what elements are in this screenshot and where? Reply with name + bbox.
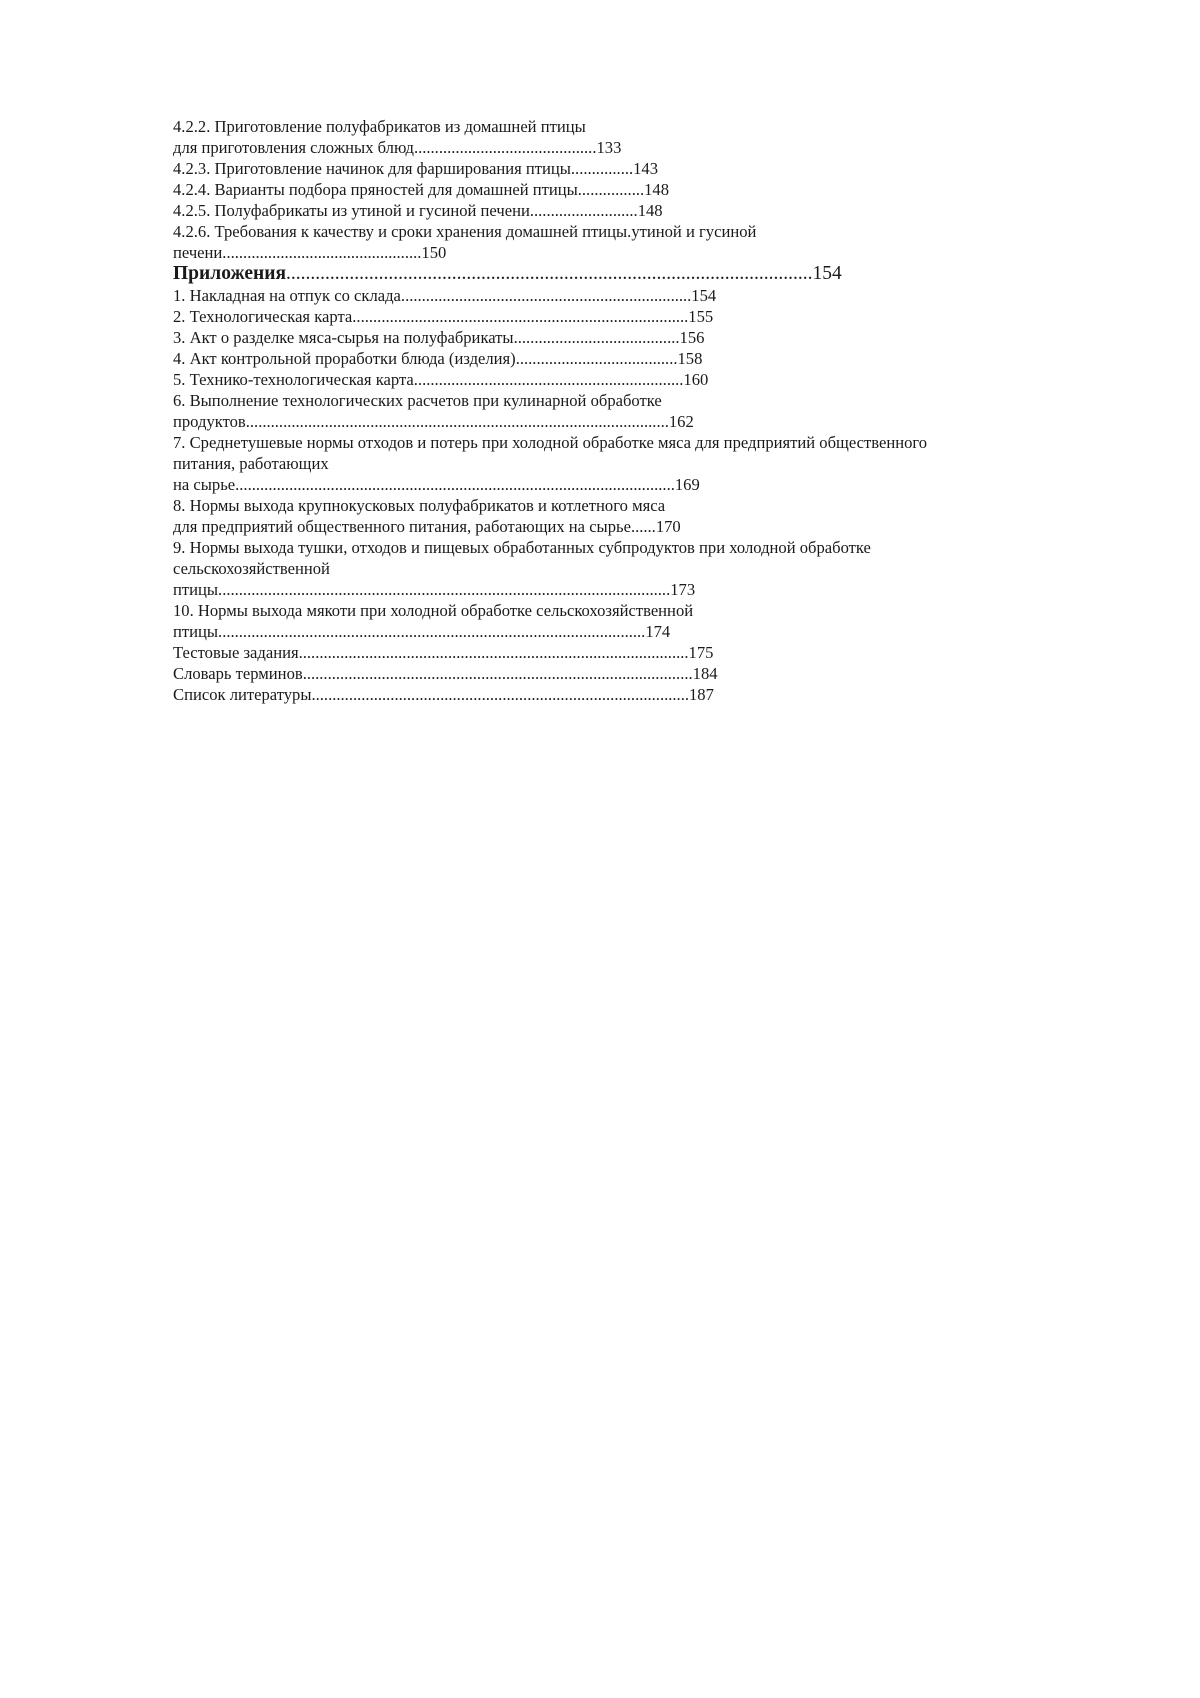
toc-line: сельскохозяйственной [173,559,330,578]
toc-line: для предприятий общественного питания, работающих на сырье......170 [173,517,681,536]
toc-line: на сырье..........................................................................................................169 [173,475,700,494]
toc-line: 4.2.4. Варианты подбора пряностей для домашней птицы................148 [173,180,670,199]
toc-line: продуктов......................................................................................................162 [173,412,694,431]
section-title: Приложения [173,263,287,284]
toc-line: 4.2.2. Приготовление полуфабрикатов из домашней птицы [173,117,586,136]
section-leader: ............................................................................................................154 [286,263,842,284]
toc-line: 3. Акт о разделке мяса-сырья на полуфабрикаты........................................156 [173,328,705,347]
toc-line: 4.2.3. Приготовление начинок для фарширования птицы...............143 [173,159,659,178]
toc-line: птицы.............................................................................................................173 [173,580,696,599]
toc-line: 4.2.6. Требования к качеству и сроки хранения домашней птицы.утиной и гусиной [173,222,757,241]
toc-section-heading [173,263,1053,285]
toc-line: 7. Среднетушевые нормы отходов и потерь при холодной обработке мяса для предприятий общественного [173,433,928,452]
toc-line: Тестовые задания..............................................................................................175 [173,643,714,662]
toc-line: 8. Нормы выхода крупнокусковых полуфабрикатов и котлетного мяса [173,496,666,515]
toc-line: 5. Технико-технологическая карта.................................................................160 [173,370,709,389]
toc-line: 4. Акт контрольной проработки блюда (изделия).......................................158 [173,349,703,368]
toc-line: для приготовления сложных блюд............................................133 [173,138,622,157]
toc-line: 4.2.5. Полуфабрикаты из утиной и гусиной печени..........................148 [173,201,663,220]
toc-line: 6. Выполнение технологических расчетов при кулинарной обработке [173,391,662,410]
toc-line: 1. Накладная на отпук со склада......................................................................154 [173,286,717,305]
toc-line: 9. Нормы выхода тушки, отходов и пищевых обработанных субпродуктов при холодной обработке [173,538,871,557]
toc-line: птицы.......................................................................................................174 [173,622,671,641]
toc-line: 10. Нормы выхода мякоти при холодной обработке сельскохозяйственной [173,601,694,620]
toc-line: Словарь терминов..............................................................................................184 [173,664,718,683]
toc-line: питания, работающих [173,454,329,473]
table-of-contents [173,116,1053,705]
toc-line: Список литературы...........................................................................................187 [173,685,714,704]
toc-line: 2. Технологическая карта.................................................................................155 [173,307,714,326]
toc-line: печени................................................150 [173,243,447,262]
